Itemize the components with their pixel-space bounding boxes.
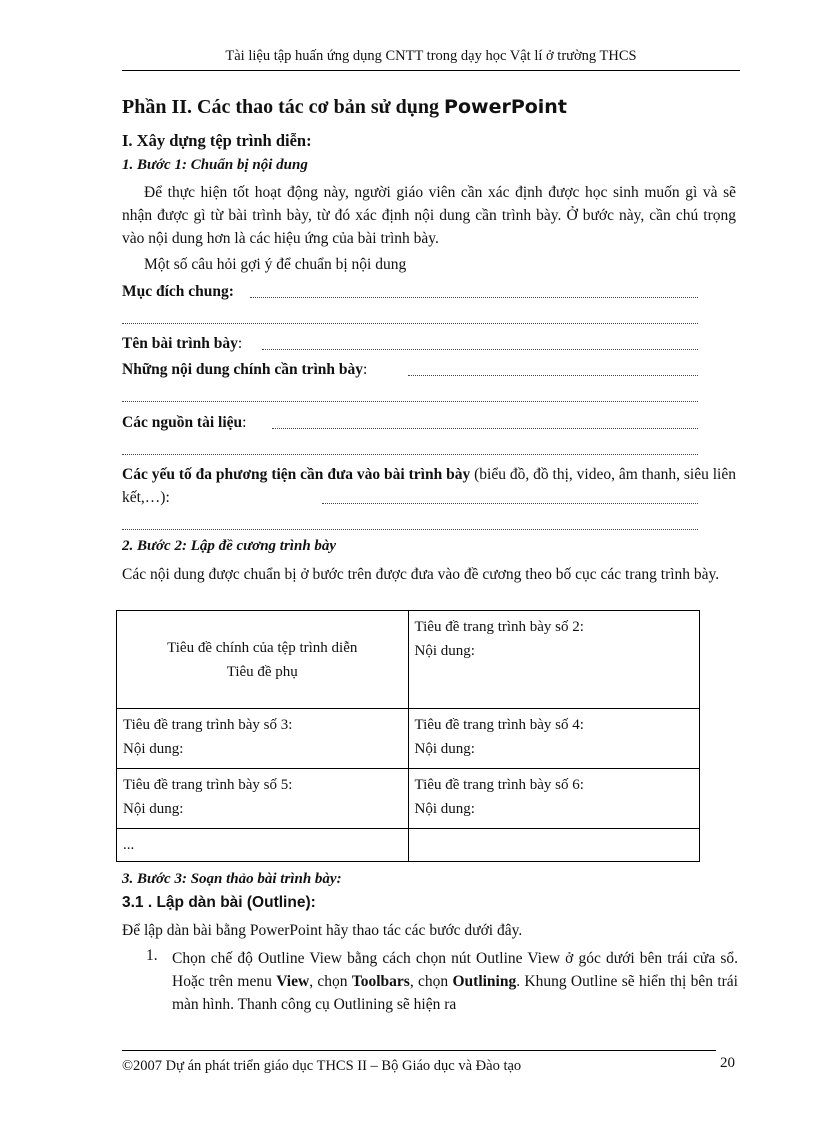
field-main-content: Những nội dung chính cần trình bày: <box>122 361 368 378</box>
slide-title: Tiêu đề trang trình bày số 4: <box>414 717 584 733</box>
field-media-note: (biểu đồ, đồ thị, video, âm thanh, siêu liên kết,…): <box>122 466 736 506</box>
field-sources: Các nguồn tài liệu: <box>122 414 247 431</box>
slide-content: Nội dung: <box>414 643 475 659</box>
list-text-part: . Khung Outline sẽ hiển thị bên trái màn hình. Thanh công cụ Outlining sẽ hiện ra <box>172 973 738 1013</box>
outline-cell-slide6 <box>408 769 700 829</box>
outline-cell-title <box>117 611 409 709</box>
footer-divider <box>122 1050 716 1051</box>
powerpoint-brand: PowerPoint <box>444 96 567 118</box>
fill-line <box>122 313 698 324</box>
field-sources-label: Các nguồn tài liệu <box>122 414 243 431</box>
slide-title: Tiêu đề trang trình bày số 3: <box>123 717 293 733</box>
outline-cell-slide3 <box>117 709 409 769</box>
field-name: Tên bài trình bày: <box>122 335 243 352</box>
slide-content: Nội dung: <box>414 801 475 817</box>
list-text-part: , chọn <box>309 973 352 990</box>
slide-content: Nội dung: <box>123 741 184 757</box>
step1-paragraph: Để thực hiện tốt hoạt động này, người giáo viên cần xác định được học sinh muốn gì và sẽ nhận được gì từ bài trình bày, từ đó xác định nội dung cần trình bày. Ở bước này, cần chú trọng vào nội dung hơn là các hiệu ứng của bài trình bày. <box>122 184 736 247</box>
list-number: 1. <box>146 947 158 964</box>
fill-line <box>408 365 698 376</box>
fill-line <box>122 519 698 530</box>
slide-content: Nội dung: <box>123 801 184 817</box>
outline-cell-slide4 <box>408 709 700 769</box>
ellipsis: ... <box>123 837 135 853</box>
step1-prompt: Một số câu hỏi gợi ý để chuẩn bị nội dung <box>144 256 407 273</box>
fill-line <box>272 418 698 429</box>
outline-main-title: Tiêu đề chính của tệp trình diễn <box>167 639 358 656</box>
fill-line <box>322 493 698 504</box>
outline-subheading: 3.1 . Lập dàn bài (Outline): <box>122 894 316 911</box>
part-title <box>122 96 567 119</box>
step3-intro: Để lập dàn bài bằng PowerPoint hãy thao tác các bước dưới đây. <box>122 922 523 939</box>
outline-cell-slide2 <box>408 611 700 709</box>
slide-title: Tiêu đề trang trình bày số 2: <box>414 619 584 635</box>
outline-subtitle: Tiêu đề phụ <box>226 663 298 680</box>
step2-heading: 2. Bước 2: Lập đề cương trình bày <box>122 538 337 554</box>
fill-line <box>122 391 698 402</box>
field-name-label: Tên bài trình bày <box>122 335 238 352</box>
outline-cell-more <box>117 829 409 862</box>
menu-toolbars: Toolbars <box>351 973 410 990</box>
running-header: Tài liệu tập huấn ứng dụng CNTT trong dạy học Vật lí ở trường THCS <box>225 48 637 64</box>
fill-line <box>262 339 698 350</box>
slide-content: Nội dung: <box>414 741 475 757</box>
step3-heading: 3. Bước 3: Soạn thảo bài trình bày: <box>122 871 342 887</box>
field-media-label: Các yếu tố đa phương tiện cần đưa vào bài trình bày <box>122 466 471 483</box>
outline-cell-slide5 <box>117 769 409 829</box>
section-heading: I. Xây dựng tệp trình diễn: <box>122 131 312 150</box>
list-text-part: , chọn <box>409 973 453 990</box>
list-item <box>172 947 738 1016</box>
slide-title: Tiêu đề trang trình bày số 5: <box>123 777 293 793</box>
list-text-part: Chọn chế độ Outline View bằng cách chọn nút Outline View ở góc dưới bên trái cửa sổ. Hoặc trên menu <box>172 950 738 990</box>
page-number: 20 <box>720 1055 735 1071</box>
outline-cell-empty <box>408 829 700 862</box>
header-divider <box>122 70 740 71</box>
field-purpose-label: Mục đích chung: <box>122 283 234 300</box>
field-main-content-label: Những nội dung chính cần trình bày <box>122 361 364 378</box>
menu-view: View <box>276 973 310 990</box>
step1-heading: 1. Bước 1: Chuẩn bị nội dung <box>122 157 308 173</box>
step2-paragraph: Các nội dung được chuẩn bị ở bước trên được đưa vào đề cương theo bố cục các trang trình bày. <box>122 566 720 583</box>
menu-outlining: Outlining <box>452 973 517 990</box>
outline-table <box>116 610 700 862</box>
part-title-text: Phần II. Các thao tác cơ bản sử dụng <box>122 96 445 118</box>
fill-line <box>122 444 698 455</box>
footer-text: ©2007 Dự án phát triển giáo dục THCS II – Bộ Giáo dục và Đào tạo <box>122 1058 522 1074</box>
slide-title: Tiêu đề trang trình bày số 6: <box>414 777 584 793</box>
fill-line <box>250 287 698 298</box>
